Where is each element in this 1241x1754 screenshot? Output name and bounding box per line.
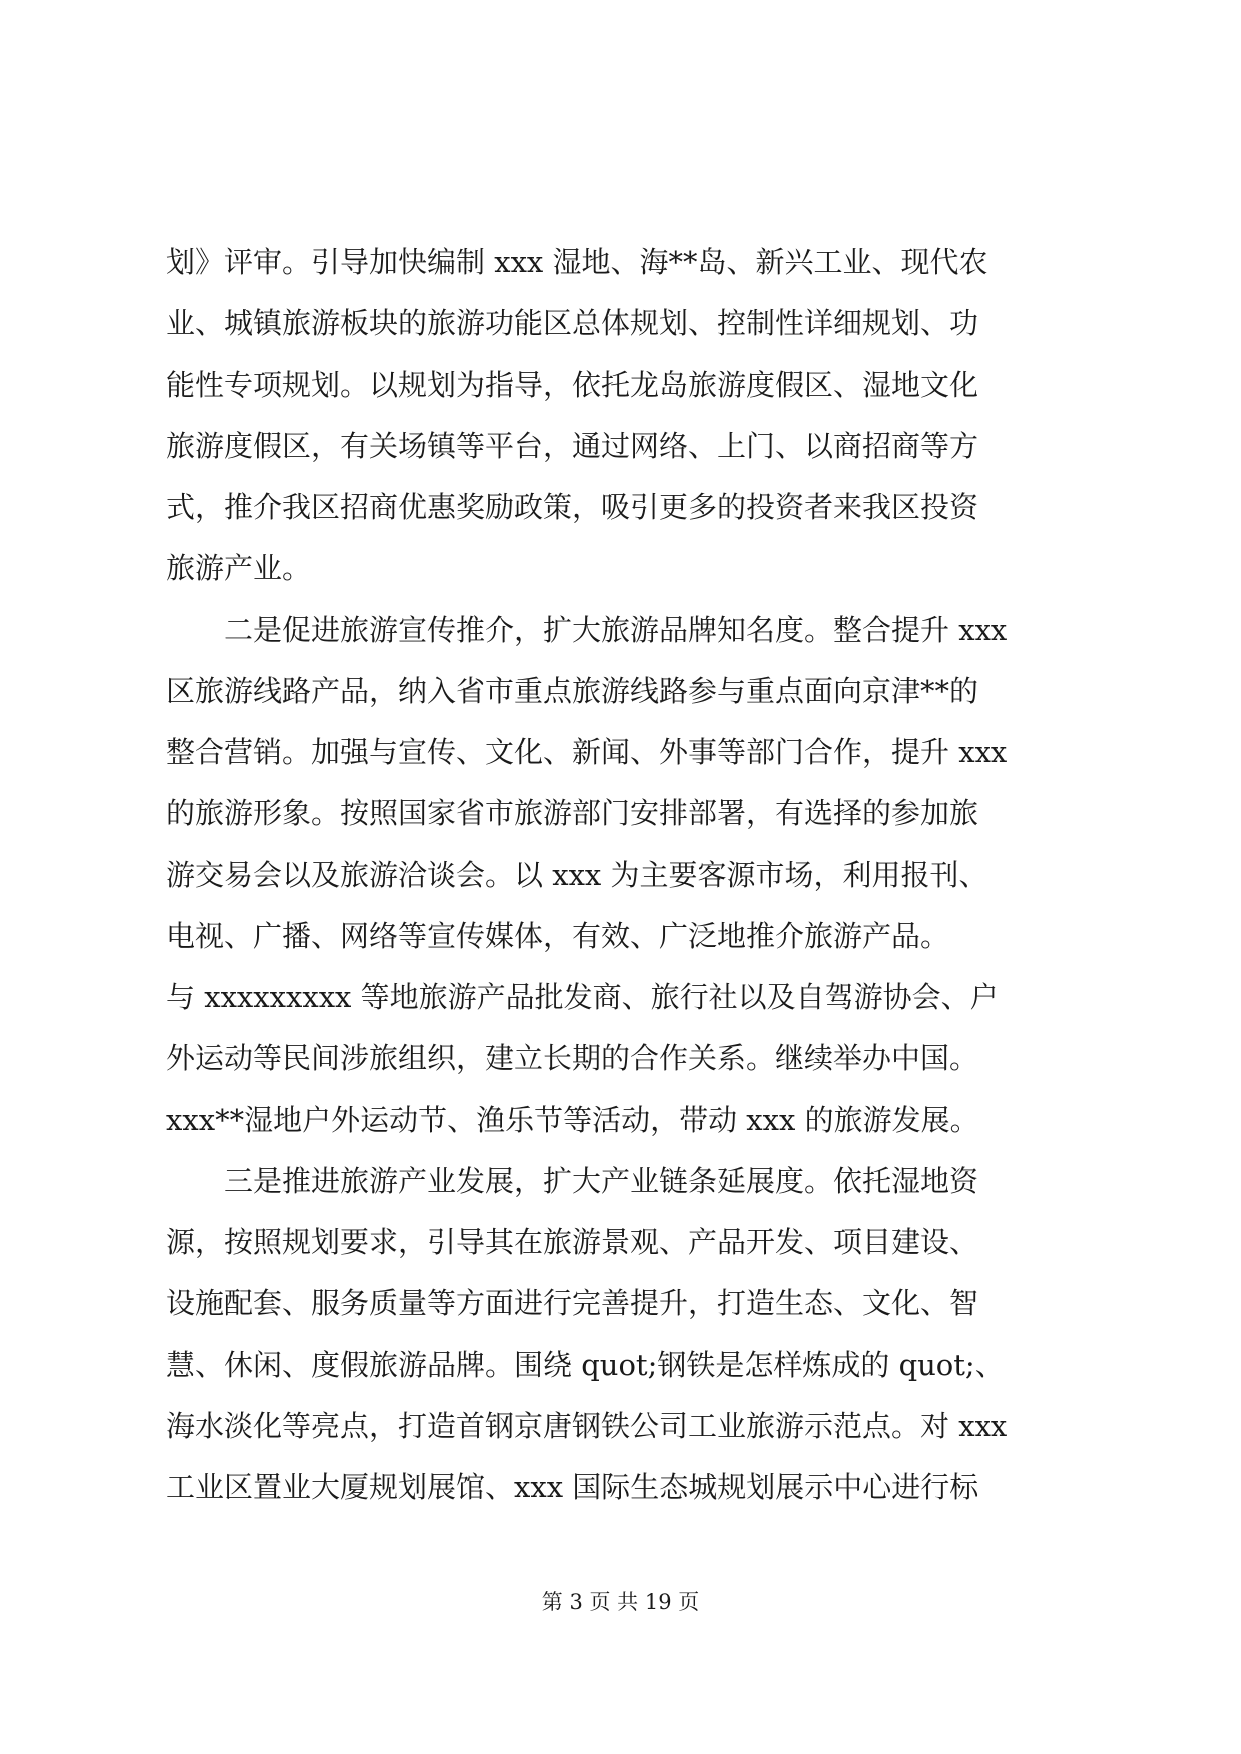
body-line: 三是推进旅游产业发展，扩大产业链条延展度。依托湿地资: [166, 1163, 979, 1198]
body-line: 能性专项规划。以规划为指导，依托龙岛旅游度假区、湿地文化: [166, 367, 979, 402]
body-line: 业、城镇旅游板块的旅游功能区总体规划、控制性详细规划、功: [166, 306, 979, 341]
body-line: 与 xxxxxxxxx 等地旅游产品批发商、旅行社以及自驾游协会、户: [166, 980, 999, 1014]
body-line: 旅游度假区，有关场镇等平台，通过网络、上门、以商招商等方: [166, 428, 979, 463]
body-line: 区旅游线路产品，纳入省市重点旅游线路参与重点面向京津**的: [166, 673, 979, 708]
body-line: 电视、广播、网络等宣传媒体，有效、广泛地推介旅游产品。: [166, 918, 950, 953]
body-line: 游交易会以及旅游洽谈会。以 xxx 为主要客源市场，利用报刊、: [166, 857, 988, 892]
body-line: 划》评审。引导加快编制 xxx 湿地、海**岛、新兴工业、现代农: [166, 245, 988, 279]
body-line: 慧、休闲、度假旅游品牌。围绕 quot;钢铁是怎样炼成的 quot;、: [166, 1347, 1004, 1382]
document-body: [166, 232, 1076, 1518]
body-line: xxx**湿地户外运动节、渔乐节等活动，带动 xxx 的旅游发展。: [166, 1102, 979, 1137]
page-footer: 第 3 页 共 19 页: [541, 1590, 700, 1614]
body-line: 设施配套、服务质量等方面进行完善提升，打造生态、文化、智: [166, 1286, 979, 1321]
body-line: 二是促进旅游宣传推介，扩大旅游品牌知名度。整合提升 xxx: [166, 612, 1008, 647]
body-line: 源，按照规划要求，引导其在旅游景观、产品开发、项目建设、: [166, 1225, 979, 1259]
body-line: 旅游产业。: [166, 551, 312, 586]
body-line: 外运动等民间涉旅组织，建立长期的合作关系。继续举办中国。: [166, 1041, 979, 1076]
body-line: 整合营销。加强与宣传、文化、新闻、外事等部门合作，提升 xxx: [166, 735, 1008, 769]
body-line: 的旅游形象。按照国家省市旅游部门安排部署，有选择的参加旅: [166, 796, 979, 831]
body-line: 海水淡化等亮点，打造首钢京唐钢铁公司工业旅游示范点。对 xxx: [166, 1408, 1008, 1443]
body-line: 工业区置业大厦规划展馆、xxx 国际生态城规划展示中心进行标: [166, 1470, 979, 1504]
body-line: 式，推介我区招商优惠奖励政策，吸引更多的投资者来我区投资: [166, 490, 979, 524]
